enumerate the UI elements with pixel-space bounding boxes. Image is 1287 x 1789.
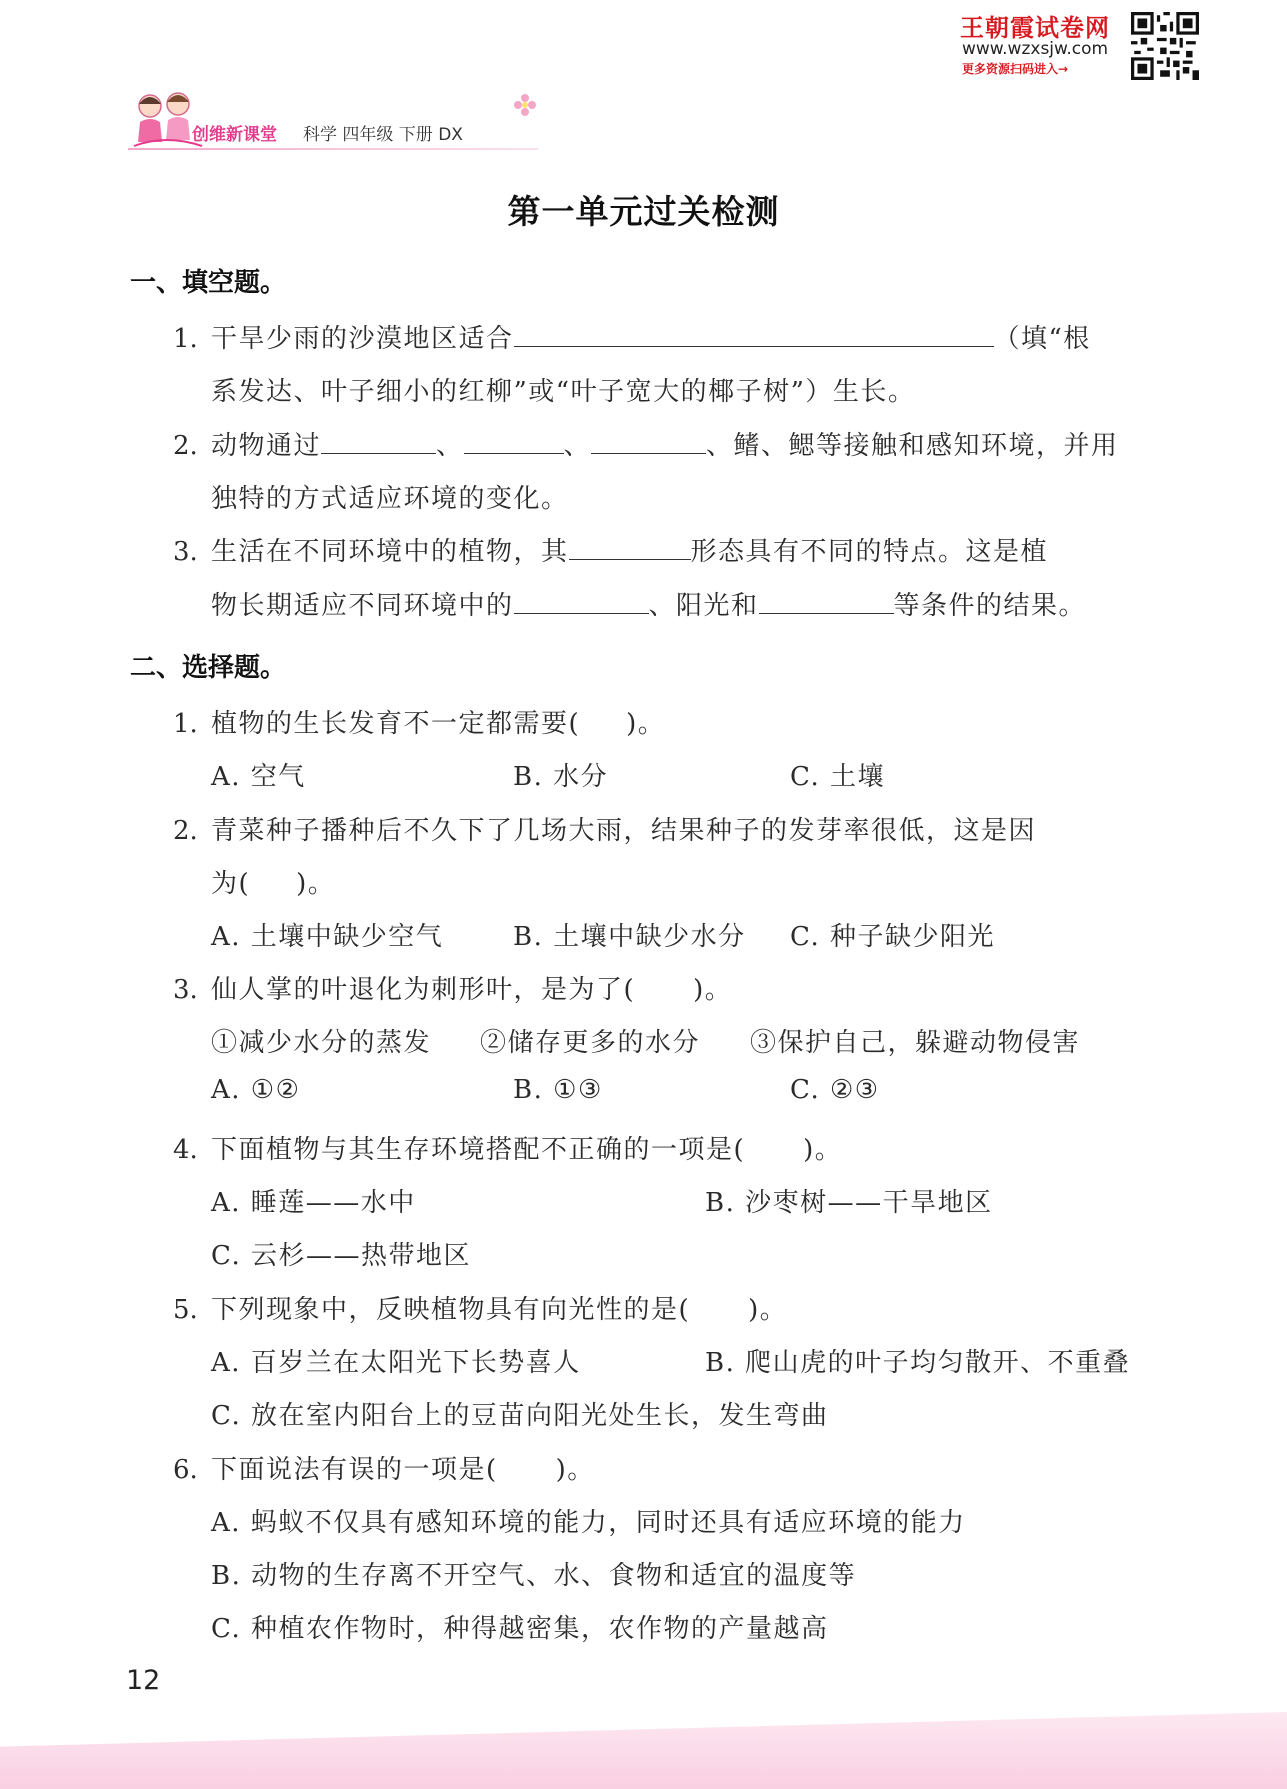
option-a[interactable]: A. 土壤中缺少空气: [211, 922, 444, 952]
separator: 、: [436, 431, 464, 461]
question-text: 生活在不同环境中的植物，其: [211, 537, 569, 567]
question-stem: 下列现象中，反映植物具有向光性的是(: [211, 1295, 691, 1325]
question-stem: 青菜种子播种后不久下了几场大雨，结果种子的发芽率很低，这是因: [211, 816, 1037, 846]
question-1-2-cont: [211, 478, 569, 515]
question-stem: 为(: [211, 869, 251, 899]
page-title: 第一单元过关检测: [507, 192, 780, 231]
section-heading-fill-blank: 一、填空题。: [130, 268, 287, 298]
option-a[interactable]: A. 蚂蚁不仅具有感知环境的能力，同时还具有适应环境的能力: [211, 1508, 966, 1538]
statement-3: ③保护自己，躲避动物侵害: [750, 1028, 1081, 1058]
option-b[interactable]: B. 土壤中缺少水分: [513, 922, 746, 952]
answer-blank[interactable]: [591, 431, 706, 454]
option-b[interactable]: B. 动物的生存离不开空气、水、食物和适宜的温度等: [211, 1561, 857, 1591]
answer-blank[interactable]: [514, 324, 994, 347]
question-2-6: [173, 1449, 595, 1486]
question-stem: 下面说法有误的一项是(: [211, 1455, 498, 1485]
question-number: 2.: [173, 431, 198, 461]
option-c[interactable]: C. 放在室内阳台上的豆苗向阳光处生长，发生弯曲: [211, 1401, 829, 1431]
section-heading-multiple-choice: 二、选择题。: [130, 653, 287, 683]
question-2-4: [173, 1129, 842, 1166]
question-stem-end: )。: [803, 1135, 843, 1165]
answer-blank[interactable]: [321, 431, 436, 454]
question-2-5: [173, 1289, 787, 1326]
question-stem-end: )。: [748, 1295, 788, 1325]
page-number: 12: [126, 1665, 161, 1696]
option-c[interactable]: C. 种植农作物时，种得越密集，农作物的产量越高: [211, 1614, 829, 1644]
question-stem-end: )。: [555, 1455, 595, 1485]
brand-more-text: 更多资源扫码进入→: [962, 62, 1069, 76]
option-c[interactable]: C. 土壤: [790, 762, 885, 792]
question-stem: 下面植物与其生存环境搭配不正确的一项是(: [211, 1135, 746, 1165]
option-c[interactable]: C. 种子缺少阳光: [790, 922, 995, 952]
question-number: 5.: [173, 1295, 198, 1325]
question-stem: 仙人掌的叶退化为刺形叶，是为了(: [211, 975, 636, 1005]
question-1-3: [173, 531, 1048, 568]
question-2-1: [173, 703, 665, 740]
option-a[interactable]: A. 空气: [211, 762, 306, 792]
question-text: 独特的方式适应环境的变化。: [211, 484, 569, 514]
question-text: 、鳍、鳃等接触和感知环境，并用: [706, 431, 1119, 461]
option-b[interactable]: B. ①③: [513, 1075, 603, 1105]
question-text: 等条件的结果。: [893, 591, 1087, 621]
question-2-2: [173, 810, 1036, 847]
option-a[interactable]: A. ①②: [211, 1075, 301, 1105]
option-b[interactable]: B. 水分: [513, 762, 609, 792]
question-2-3: [173, 969, 732, 1006]
question-number: 2.: [173, 816, 198, 846]
footer-decoration: [0, 1712, 1287, 1789]
qr-code-icon[interactable]: [1131, 12, 1199, 80]
question-number: 1.: [173, 709, 198, 739]
brand-url[interactable]: www.wzxsjw.com: [962, 39, 1109, 59]
question-text: 动物通过: [211, 431, 322, 461]
question-1-1-cont: [211, 371, 915, 408]
option-c[interactable]: C. ②③: [790, 1075, 880, 1105]
question-number: 3.: [173, 537, 198, 567]
question-text: 、阳光和: [648, 591, 759, 621]
question-number: 4.: [173, 1135, 198, 1165]
answer-blank[interactable]: [514, 591, 649, 614]
question-text: （填“根: [993, 324, 1091, 354]
answer-blank[interactable]: [464, 431, 564, 454]
question-text: 系发达、叶子细小的红柳”或“叶子宽大的椰子树”）生长。: [211, 377, 916, 407]
question-2-2-cont: [211, 863, 335, 900]
series-name: 创维新课堂: [192, 125, 277, 145]
answer-blank[interactable]: [759, 591, 894, 614]
separator: 、: [563, 431, 592, 461]
question-number: 6.: [173, 1455, 198, 1485]
statement-2: ②储存更多的水分: [480, 1028, 701, 1058]
option-a[interactable]: A. 睡莲——水中: [211, 1188, 416, 1218]
question-1-1: [173, 318, 1091, 355]
question-1-3-cont: [211, 585, 1086, 622]
answer-blank[interactable]: [569, 537, 691, 560]
option-b[interactable]: B. 沙枣树——干旱地区: [705, 1188, 993, 1218]
statement-1: ①减少水分的蒸发: [211, 1028, 432, 1058]
brand-title: 王朝霞试卷网: [960, 14, 1110, 42]
option-a[interactable]: A. 百岁兰在太阳光下长势喜人: [211, 1348, 581, 1378]
question-number: 1.: [173, 324, 198, 354]
question-stem-end: )。: [296, 869, 336, 899]
header-divider: [128, 148, 538, 150]
question-number: 3.: [173, 975, 198, 1005]
flower-decoration-icon: [512, 92, 538, 118]
question-1-2: [173, 425, 1119, 462]
question-text: 物长期适应不同环境中的: [211, 591, 514, 621]
option-b[interactable]: B. 爬山虎的叶子均匀散开、不重叠: [705, 1348, 1131, 1378]
question-stem: 植物的生长发育不一定都需要(: [211, 709, 581, 739]
question-stem-end: )。: [693, 975, 733, 1005]
question-text: 形态具有不同的特点。这是植: [690, 537, 1049, 567]
option-c[interactable]: C. 云杉——热带地区: [211, 1241, 471, 1271]
question-text: 干旱少雨的沙漠地区适合: [211, 324, 514, 354]
book-info: 科学 四年级 下册 DX: [303, 125, 463, 145]
question-stem-end: )。: [626, 709, 666, 739]
